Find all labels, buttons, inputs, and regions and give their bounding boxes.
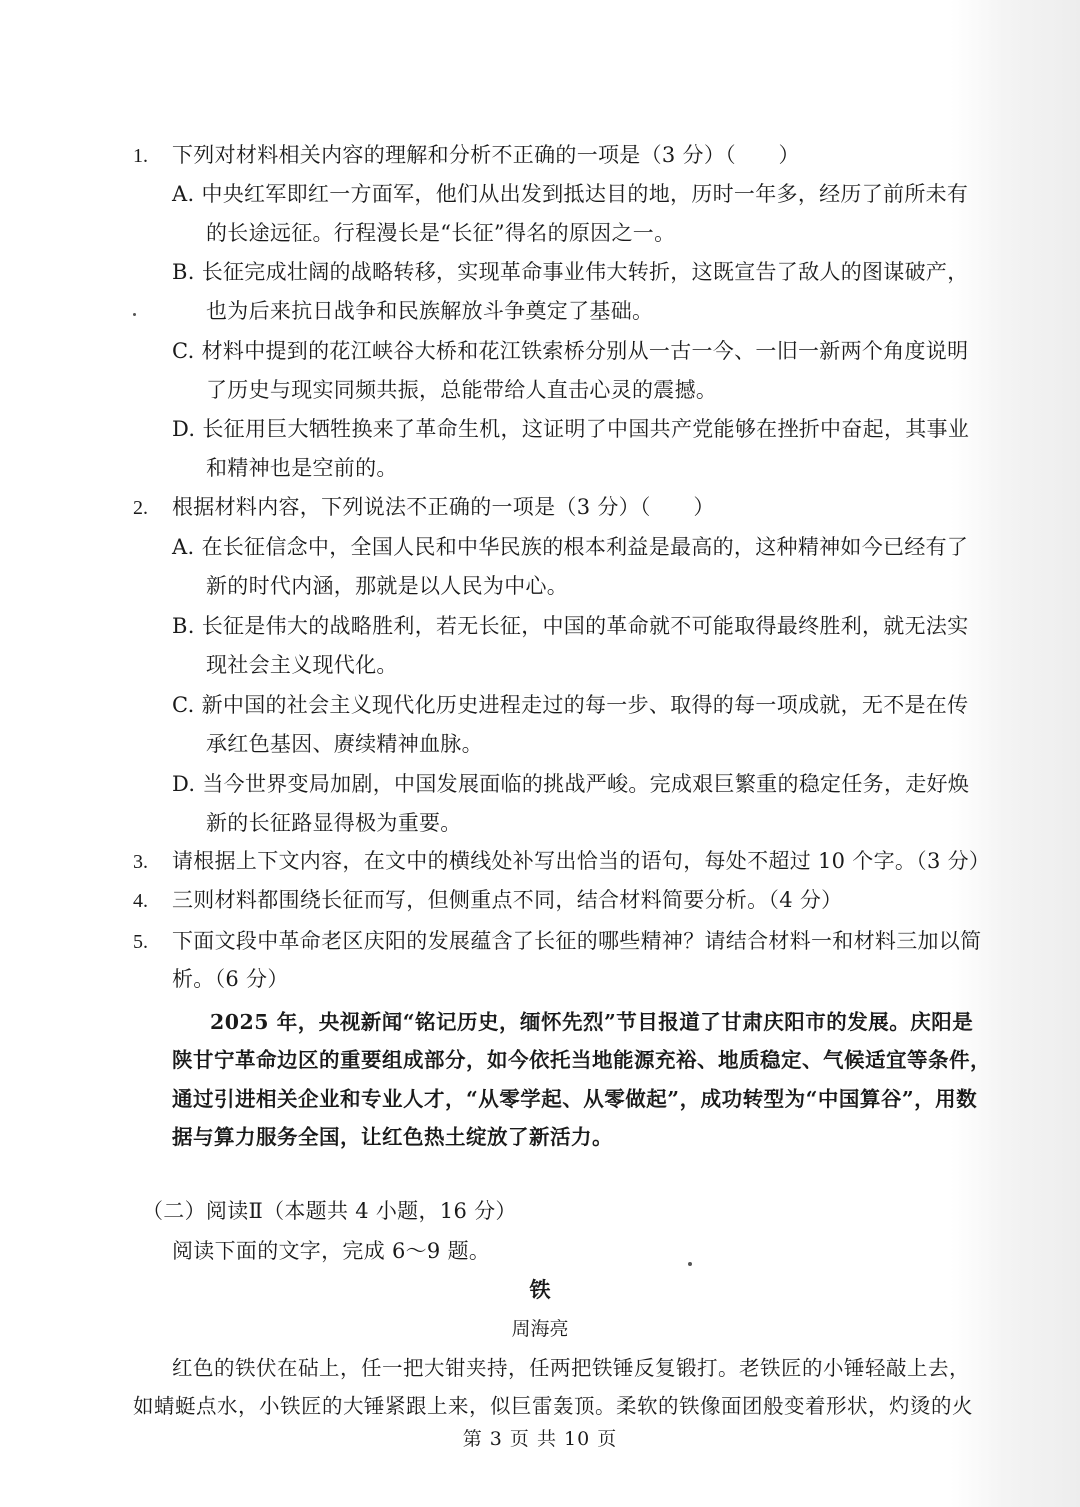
question-1-option-a-cont: 的长途远征。行程漫长是“长征”得名的原因之一。 bbox=[206, 221, 676, 245]
passage-line-3: 通过引进相关企业和专业人才，“从零学起、从零做起”，成功转型为“中国算谷”，用数 bbox=[172, 1087, 978, 1111]
option-label: C. bbox=[172, 339, 195, 363]
option-text: 材料中提到的花江峡谷大桥和花江铁索桥分别从一古一今、一旧一新两个角度说明 bbox=[201, 339, 969, 363]
option-text: 当今世界变局加剧，中国发展面临的挑战严峻。完成艰巨繁重的稳定任务，走好焕 bbox=[202, 772, 970, 796]
option-label: A. bbox=[172, 535, 195, 559]
option-label: B. bbox=[172, 614, 195, 638]
question-2-option-a bbox=[172, 534, 968, 560]
question-4-number: 4. bbox=[133, 890, 148, 912]
story-author: 周海亮 bbox=[511, 1318, 569, 1340]
question-5-stem-cont: 析。（6 分） bbox=[172, 967, 289, 991]
question-3-stem: 请根据上下文内容，在文中的横线处补写出恰当的语句，每处不超过 10 个字。（3 分） bbox=[172, 849, 991, 873]
passage-line-1: 2025 年，央视新闻“铭记历史，缅怀先烈”节目报道了甘肃庆阳市的发展。庆阳是 bbox=[210, 1010, 974, 1034]
option-text: 新中国的社会主义现代化历史进程走过的每一步、取得的每一项成就，无不是在传 bbox=[201, 693, 969, 717]
question-2-stem: 根据材料内容，下列说法不正确的一项是（3 分）（ ） bbox=[172, 495, 715, 519]
question-5-stem: 下面文段中革命老区庆阳的发展蕴含了长征的哪些精神？请结合材料一和材料三加以简 bbox=[172, 929, 982, 953]
question-2-option-b bbox=[172, 613, 969, 639]
question-2-option-c bbox=[172, 692, 968, 718]
story-title: 铁 bbox=[529, 1277, 551, 1302]
section-heading: （二）阅读Ⅱ（本题共 4 小题，16 分） bbox=[142, 1199, 517, 1223]
option-label: B. bbox=[172, 260, 195, 284]
option-label: C. bbox=[172, 693, 195, 717]
question-2-option-d bbox=[172, 771, 969, 797]
question-1-number: 1. bbox=[133, 145, 148, 167]
passage-line-2: 陕甘宁革命边区的重要组成部分，如今依托当地能源充裕、地质稳定、气候适宜等条件， bbox=[172, 1048, 991, 1072]
question-2-option-c-cont: 承红色基因、赓续精神血脉。 bbox=[206, 732, 483, 756]
question-1-option-c bbox=[172, 338, 968, 364]
question-1-option-b-cont: 也为后来抗日战争和民族解放斗争奠定了基础。 bbox=[206, 299, 654, 323]
question-1-option-c-cont: 了历史与现实同频共振，总能带给人直击心灵的震撼。 bbox=[206, 378, 718, 402]
passage-line-4: 据与算力服务全国，让红色热土绽放了新活力。 bbox=[172, 1125, 613, 1149]
question-1-option-d-cont: 和精神也是空前的。 bbox=[206, 456, 398, 480]
question-1-option-d bbox=[172, 416, 969, 442]
option-text: 长征完成壮阔的战略转移，实现革命事业伟大转折，这既宣告了敌人的图谋破产， bbox=[201, 260, 969, 284]
speck bbox=[133, 313, 136, 316]
question-2-option-a-cont: 新的时代内涵，那就是以人民为中心。 bbox=[206, 574, 569, 598]
section-instruction: 阅读下面的文字，完成 6～9 题。 bbox=[172, 1239, 491, 1263]
question-1-option-b bbox=[172, 259, 969, 285]
story-line-2: 如蜻蜓点水，小铁匠的大锤紧跟上来，似巨雷轰顶。柔软的铁像面团般变着形状，灼烫的火 bbox=[133, 1394, 973, 1418]
question-1-stem: 下列对材料相关内容的理解和分析不正确的一项是（3 分）（ ） bbox=[172, 143, 800, 167]
option-label: D. bbox=[172, 417, 196, 441]
question-2-number: 2. bbox=[133, 497, 148, 519]
option-text: 在长征信念中，全国人民和中华民族的根本利益是最高的，这种精神如今已经有了 bbox=[201, 535, 969, 559]
question-2-option-b-cont: 现社会主义现代化。 bbox=[206, 653, 398, 677]
speck bbox=[688, 1262, 692, 1266]
question-4-stem: 三则材料都围绕长征而写，但侧重点不同，结合材料简要分析。（4 分） bbox=[172, 888, 843, 912]
option-label: A. bbox=[172, 182, 195, 206]
option-label: D. bbox=[172, 772, 196, 796]
question-3-number: 3. bbox=[133, 851, 148, 873]
option-text: 长征是伟大的战略胜利，若无长征，中国的革命就不可能取得最终胜利，就无法实 bbox=[201, 614, 969, 638]
option-text: 中央红军即红一方面军，他们从出发到抵达目的地，历时一年多，经历了前所未有 bbox=[201, 182, 969, 206]
question-1-option-a bbox=[172, 181, 968, 207]
question-2-option-d-cont: 新的长征路显得极为重要。 bbox=[206, 811, 462, 835]
option-text: 长征用巨大牺牲换来了革命生机，这证明了中国共产党能够在挫折中奋起，其事业 bbox=[202, 417, 970, 441]
page-footer: 第 3 页 共 10 页 bbox=[462, 1428, 618, 1450]
question-5-number: 5. bbox=[133, 931, 148, 953]
story-line-1: 红色的铁伏在砧上，任一把大钳夹持，任两把铁锤反复锻打。老铁匠的小锤轻敲上去， bbox=[172, 1356, 970, 1380]
